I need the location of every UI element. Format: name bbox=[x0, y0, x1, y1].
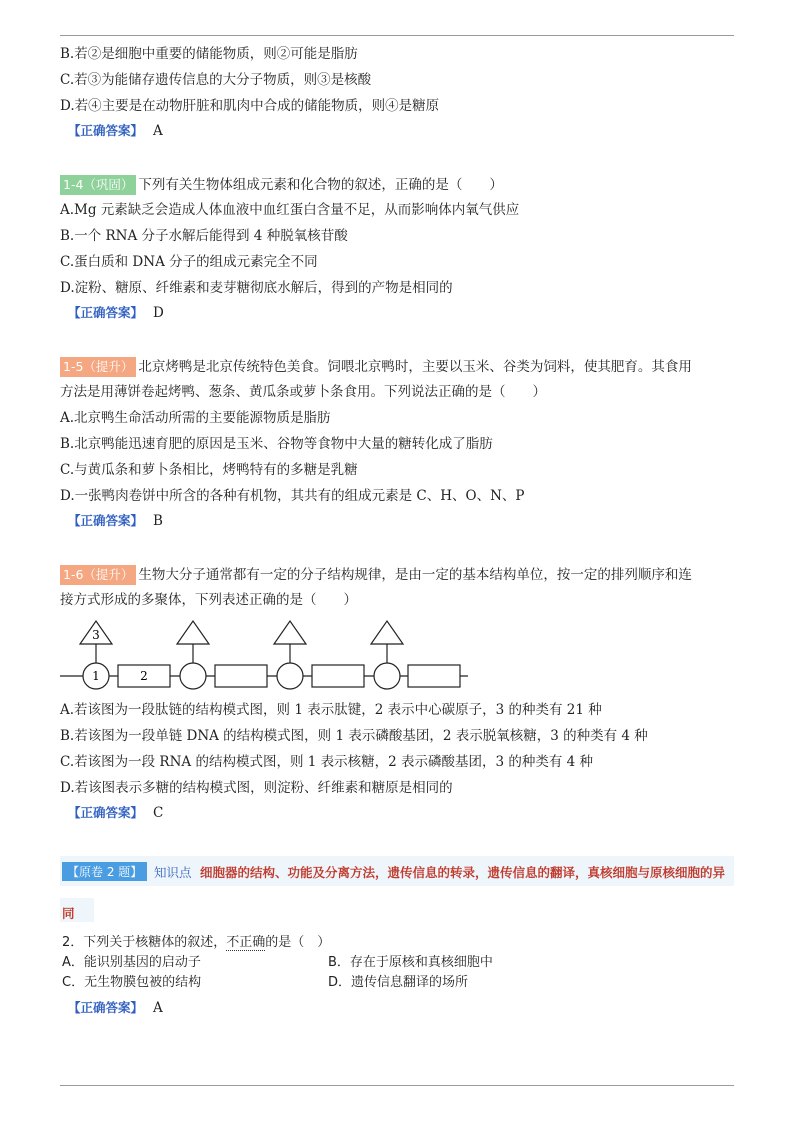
prev-option-b: B.若②是细胞中重要的储能物质，则②可能是脂肪 bbox=[60, 46, 358, 62]
knowledge-point-text: 细胞器的结构、功能及分离方法，遗传信息的转录，遗传信息的翻译，真核细胞与原核细胞的异 bbox=[200, 865, 726, 880]
label-1: 1 bbox=[92, 669, 100, 683]
q15-option-d: D.一张鸭肉卷饼中所含的各种有机物，其共有的组成元素是 C、H、O、N、P bbox=[60, 488, 525, 504]
q14-stem bbox=[60, 175, 503, 195]
q14-option-d: D.淀粉、糖原、纤维素和麦芽糖彻底水解后，得到的产物是相同的 bbox=[60, 280, 453, 296]
q16-answer bbox=[68, 804, 163, 822]
label-2: 2 bbox=[140, 669, 148, 683]
answer-label: 【正确答案】 bbox=[68, 1000, 144, 1015]
answer-value: B bbox=[153, 513, 163, 529]
answer-label: 【正确答案】 bbox=[68, 513, 144, 528]
q2-option-c: C．无生物膜包被的结构 bbox=[62, 975, 202, 990]
q16-option-c: C.若该图为一段 RNA 的结构模式图，则 1 表示核糖，2 表示磷酸基团，3 的种类有 4 种 bbox=[60, 754, 594, 770]
unit-1 bbox=[80, 621, 170, 689]
q2-stem bbox=[62, 934, 330, 952]
q16-stem-text: 生物大分子通常都有一定的分子结构规律，是由一定的基本结构单位，按一定的排列顺序和连 bbox=[138, 567, 692, 583]
answer-value: C bbox=[153, 805, 164, 821]
q15-option-b: B.北京鸭能迅速育肥的原因是玉米、谷物等食物中大量的糖转化成了脂肪 bbox=[60, 436, 493, 452]
polymer-structure-diagram bbox=[60, 618, 470, 696]
q2-option-a: A．能识别基因的启动子 bbox=[62, 955, 201, 970]
answer-label: 【正确答案】 bbox=[68, 305, 144, 320]
q14-tag: 1-4（巩固） bbox=[60, 175, 136, 195]
answer-value: D bbox=[153, 305, 164, 321]
q14-option-c: C.蛋白质和 DNA 分子的组成元素完全不同 bbox=[60, 254, 318, 270]
q2-answer bbox=[68, 999, 163, 1017]
prev-option-d: D.若④主要是在动物肝脏和肌肉中合成的储能物质，则④是糖原 bbox=[60, 98, 440, 114]
unit-2 bbox=[177, 621, 267, 689]
bottom-rule bbox=[60, 1085, 734, 1086]
q15-stem-line1 bbox=[60, 357, 692, 377]
q15-stem-text: 北京烤鸭是北京传统特色美食。饲喂北京鸭时，主要以玉米、谷类为饲料，使其肥育。其食用 bbox=[138, 359, 692, 375]
unit-4 bbox=[371, 621, 460, 689]
answer-label: 【正确答案】 bbox=[68, 805, 144, 820]
q15-answer bbox=[68, 512, 163, 530]
q16-option-a: A.若该图为一段肽链的结构模式图，则 1 表示肽键，2 表示中心碳原子，3 的种类有 21 种 bbox=[60, 702, 602, 718]
q16-stem-line2: 接方式形成的多聚体，下列表述正确的是（ ） bbox=[60, 592, 357, 608]
q2-stem-a: 2．下列关于核糖体的叙述， bbox=[62, 935, 227, 950]
q15-option-a: A.北京鸭生命活动所需的主要能源物质是脂肪 bbox=[60, 410, 331, 426]
q2-stem-emphasis: 不正确 bbox=[226, 935, 266, 950]
q15-option-c: C.与黄瓜条和萝卜条相比，烤鸭特有的多糖是乳糖 bbox=[60, 462, 358, 478]
prev-option-c: C.若③为能储存遗传信息的大分子物质，则③是核酸 bbox=[60, 72, 372, 88]
prev-answer bbox=[68, 122, 163, 140]
q16-option-d: D.若该图表示多糖的结构模式图，则淀粉、纤维素和糖原是相同的 bbox=[60, 780, 453, 796]
q15-tag: 1-5（提升） bbox=[60, 357, 136, 377]
q2-option-d: D．遗传信息翻译的场所 bbox=[328, 975, 469, 990]
q2-option-b: B．存在于原核和真核细胞中 bbox=[328, 955, 493, 970]
q15-stem-line2: 方法是用薄饼卷起烤鸭、葱条、黄瓜条或萝卜条食用。下列说法正确的是（ ） bbox=[60, 384, 546, 400]
answer-label: 【正确答案】 bbox=[68, 123, 144, 138]
original-question-tag: 【原卷 2 题】 bbox=[62, 862, 147, 881]
answer-value: A bbox=[153, 1000, 163, 1016]
q16-option-b: B.若该图为一段单链 DNA 的结构模式图，则 1 表示磷酸基团，2 表示脱氧核糖，3 的种类有 4 种 bbox=[60, 728, 648, 744]
label-3: 3 bbox=[92, 628, 100, 642]
top-rule bbox=[60, 35, 734, 36]
knowledge-point-label: 知识点 bbox=[154, 865, 192, 880]
q16-tag: 1-6（提升） bbox=[60, 565, 136, 585]
q14-stem-text: 下列有关生物体组成元素和化合物的叙述，正确的是（ ） bbox=[138, 177, 503, 193]
q14-option-b: B.一个 RNA 分子水解后能得到 4 种脱氧核苷酸 bbox=[60, 228, 348, 244]
knowledge-point-text-cont: 同 bbox=[62, 906, 75, 921]
answer-value: A bbox=[153, 123, 163, 139]
q14-option-a: A.Mg 元素缺乏会造成人体血液中血红蛋白含量不足，从而影响体内氧气供应 bbox=[60, 202, 520, 218]
q16-stem-line1 bbox=[60, 565, 692, 585]
unit-3 bbox=[274, 621, 364, 689]
q14-answer bbox=[68, 304, 164, 322]
q2-stem-c: 的是（ ） bbox=[265, 935, 331, 950]
